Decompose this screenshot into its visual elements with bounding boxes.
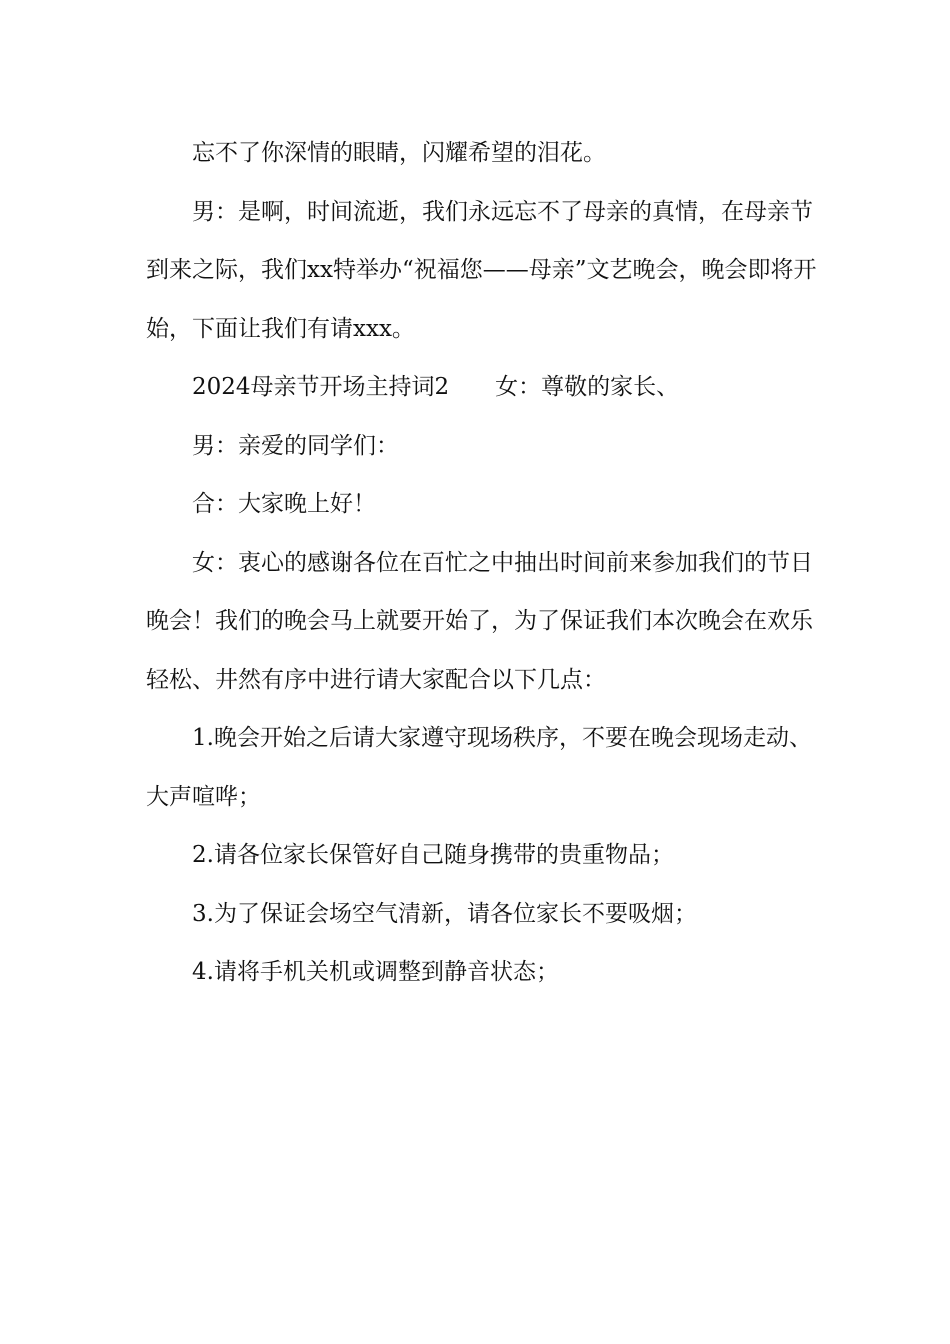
paragraph: 忘不了你深情的眼睛，闪耀希望的泪花。 <box>192 140 606 166</box>
paragraph: 4.请将手机关机或调整到静音状态； <box>192 959 559 985</box>
paragraph: 女：衷心的感谢各位在百忙之中抽出时间前来参加我们的节日晚会！我们的晚会马上就要开始了，为了保证我们本次晚会在欢乐轻松、井然有序中进行请大家配合以下几点： <box>146 549 813 693</box>
paragraph: 男：是啊，时间流逝，我们永远忘不了母亲的真情，在母亲节到来之际，我们xx特举办“祝福您——母亲”文艺晚会，晚会即将开始，下面让我们有请xxx。 <box>146 198 817 342</box>
paragraph: 1.晚会开始之后请大家遵守现场秩序，不要在晚会现场走动、大声喧哗； <box>146 725 812 810</box>
paragraph: 2024母亲节开场主持词2 女：尊敬的家长、 <box>192 374 680 400</box>
document-body <box>146 124 818 1002</box>
paragraph: 合：大家晚上好！ <box>192 491 376 517</box>
paragraph: 男：亲爱的同学们： <box>192 432 399 459</box>
paragraph: 2.请各位家长保管好自己随身携带的贵重物品； <box>192 842 674 868</box>
paragraph: 3.为了保证会场空气清新，请各位家长不要吸烟； <box>192 900 697 927</box>
